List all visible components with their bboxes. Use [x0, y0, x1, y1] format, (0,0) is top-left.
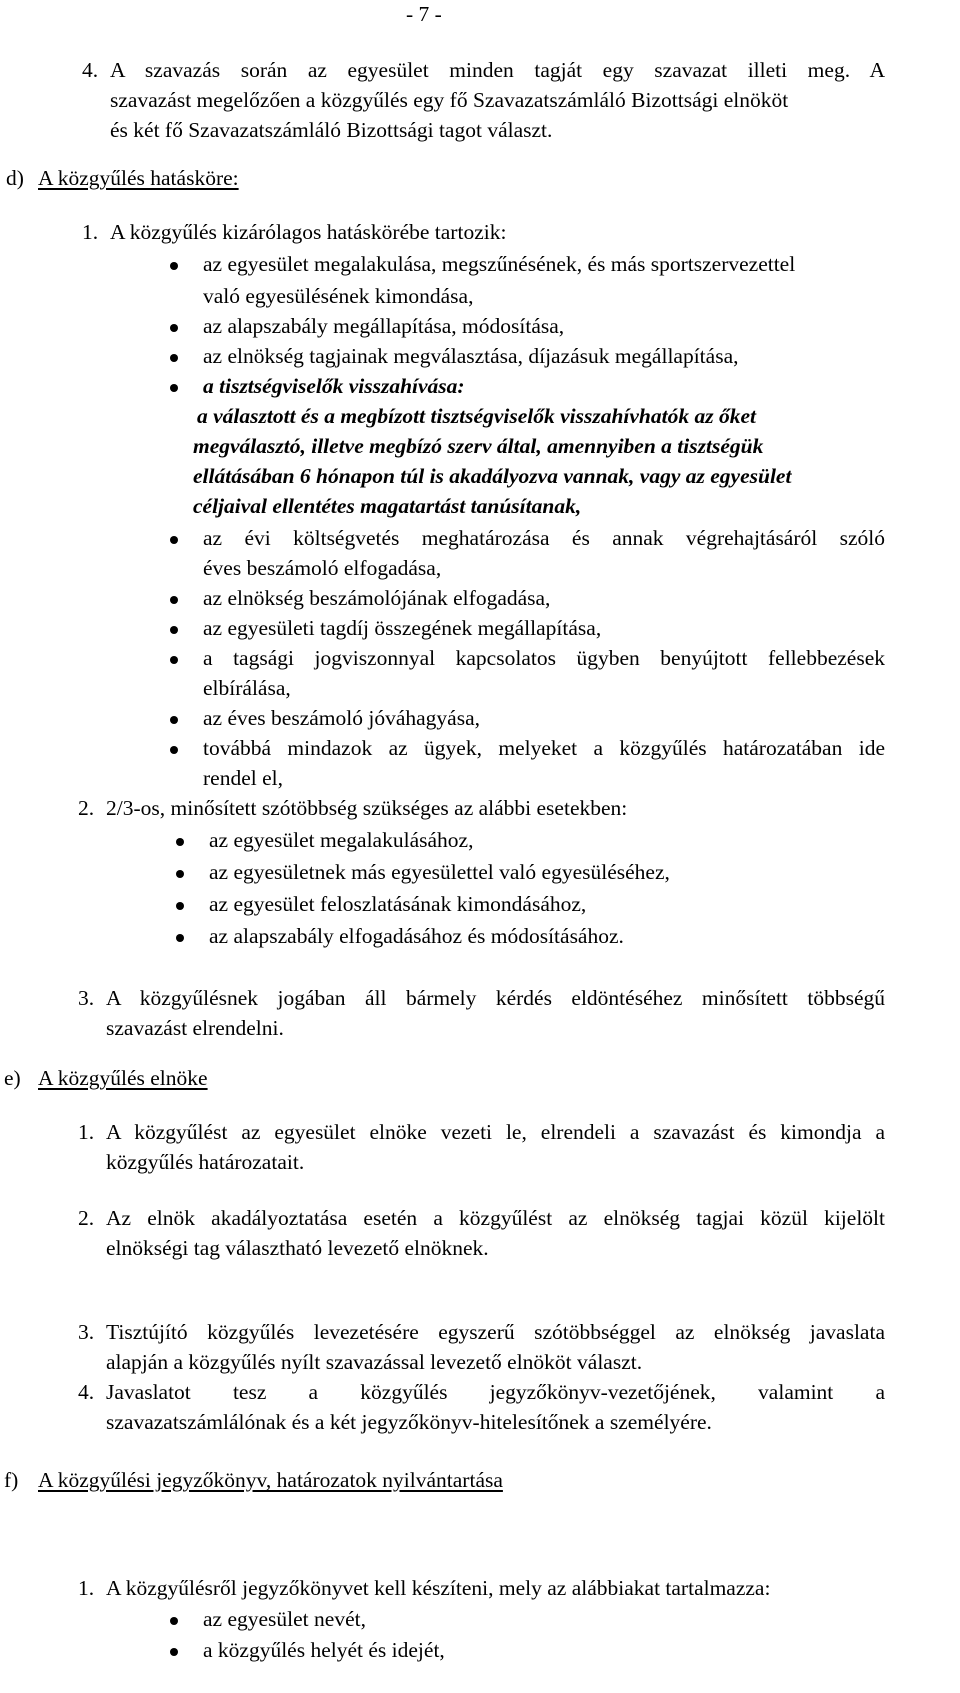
bullet-icon [176, 838, 184, 846]
list-item: továbbá mindazok az ügyek, melyeket a közgyűlés határozatában ide [203, 736, 885, 760]
item-number: 3. [78, 986, 95, 1010]
bullet-icon [170, 596, 178, 604]
bullet-icon [176, 902, 184, 910]
list-item: elbírálása, [203, 676, 291, 700]
list-item: az egyesület megalakulása, megszűnésének, és más sportszervezettel [203, 252, 796, 276]
bullet-icon [170, 536, 178, 544]
section-letter: e) [4, 1066, 21, 1090]
paragraph-line: szavazást elrendelni. [106, 1016, 284, 1040]
item-number: 4. [78, 1380, 95, 1404]
item-number: 1. [78, 1120, 95, 1144]
item-text: A közgyűlés kizárólagos hatáskörébe tartozik: [110, 220, 507, 244]
list-item: éves beszámoló elfogadása, [203, 556, 442, 580]
bullet-icon [170, 626, 178, 634]
list-item: céljaival ellentétes magatartást tanúsítanak, [193, 494, 582, 518]
list-item: az egyesület nevét, [203, 1607, 366, 1631]
list-item: a tisztségviselők visszahívása: [203, 374, 465, 398]
paragraph-line: alapján a közgyűlés nyílt szavazással levezető elnököt választ. [106, 1350, 643, 1374]
item-text: A közgyűlésről jegyzőkönyvet kell készíteni, mely az alábbiakat tartalmazza: [106, 1576, 771, 1600]
bullet-icon [170, 1648, 178, 1656]
bullet-icon [170, 746, 178, 754]
page-number: - 7 - [406, 2, 442, 26]
bullet-icon [170, 384, 178, 392]
paragraph-line: A közgyűlést az egyesület elnöke vezeti le, elrendeli a szavazást és kimondja a [106, 1120, 885, 1144]
paragraph-line: A szavazás során az egyesület minden tagját egy szavazat illeti meg. A [110, 58, 885, 82]
list-item: az éves beszámoló jóváhagyása, [203, 706, 480, 730]
paragraph-line: Az elnök akadályoztatása esetén a közgyűlést az elnökség tagjai közül kijelölt [106, 1206, 885, 1230]
item-number: 1. [78, 1576, 95, 1600]
list-item: az alapszabály megállapítása, módosítása, [203, 314, 565, 338]
list-item: az egyesületnek más egyesülettel való egyesüléséhez, [209, 860, 670, 884]
bullet-icon [170, 354, 178, 362]
paragraph-line: szavazatszámlálónak és a két jegyzőkönyv-hitelesítőnek a személyére. [106, 1410, 712, 1434]
item-number: 4. [82, 58, 99, 82]
bullet-icon [170, 716, 178, 724]
list-item: az elnökség tagjainak megválasztása, díjazásuk megállapítása, [203, 344, 739, 368]
bullet-icon [176, 934, 184, 942]
item-number: 2. [78, 1206, 95, 1230]
list-item: az elnökség beszámolójának elfogadása, [203, 586, 551, 610]
section-heading: A közgyűlés elnöke [38, 1066, 208, 1090]
section-heading: A közgyűlési jegyzőkönyv, határozatok nyilvántartása [38, 1468, 503, 1492]
list-item: az egyesület feloszlatásának kimondásához, [209, 892, 587, 916]
list-item: a tagsági jogviszonnyal kapcsolatos ügyben benyújtott fellebbezések [203, 646, 885, 670]
paragraph-line: és két fő Szavazatszámláló Bizottsági tagot választ. [110, 118, 553, 142]
list-item: a közgyűlés helyét és idejét, [203, 1638, 445, 1662]
section-heading: A közgyűlés hatásköre: [38, 166, 239, 190]
bullet-icon [176, 870, 184, 878]
bullet-icon [170, 656, 178, 664]
paragraph-line: közgyűlés határozatait. [106, 1150, 305, 1174]
item-text: 2/3-os, minősített szótöbbség szükséges az alábbi esetekben: [106, 796, 628, 820]
item-number: 1. [82, 220, 99, 244]
bullet-icon [170, 262, 178, 270]
paragraph-line: Tisztújító közgyűlés levezetésére egyszerű szótöbbséggel az elnökség javaslata [106, 1320, 885, 1344]
paragraph-line: A közgyűlésnek jogában áll bármely kérdés eldöntéséhez minősített többségű [106, 986, 885, 1010]
list-item: megválasztó, illetve megbízó szerv által, amennyiben a tisztségük [193, 434, 764, 458]
list-item: ellátásában 6 hónapon túl is akadályozva vannak, vagy az egyesület [193, 464, 792, 488]
list-item: a választott és a megbízott tisztségviselők visszahívhatók az őket [197, 404, 756, 428]
item-number: 3. [78, 1320, 95, 1344]
paragraph-line: szavazást megelőzően a közgyűlés egy fő Szavazatszámláló Bizottsági elnököt [110, 88, 789, 112]
paragraph-line: Javaslatot tesz a közgyűlés jegyzőkönyv-vezetőjének, valamint a [106, 1380, 885, 1404]
bullet-icon [170, 1617, 178, 1625]
section-letter: f) [4, 1468, 19, 1492]
list-item: az alapszabály elfogadásához és módosításához. [209, 924, 624, 948]
section-letter: d) [6, 166, 24, 190]
list-item: az évi költségvetés meghatározása és annak végrehajtásáról szóló [203, 526, 885, 550]
bullet-icon [170, 324, 178, 332]
list-item: az egyesületi tagdíj összegének megállapítása, [203, 616, 602, 640]
list-item: rendel el, [203, 766, 283, 790]
list-item: való egyesülésének kimondása, [203, 284, 474, 308]
paragraph-line: elnökségi tag választható levezető elnöknek. [106, 1236, 489, 1260]
item-number: 2. [78, 796, 95, 820]
list-item: az egyesület megalakulásához, [209, 828, 474, 852]
